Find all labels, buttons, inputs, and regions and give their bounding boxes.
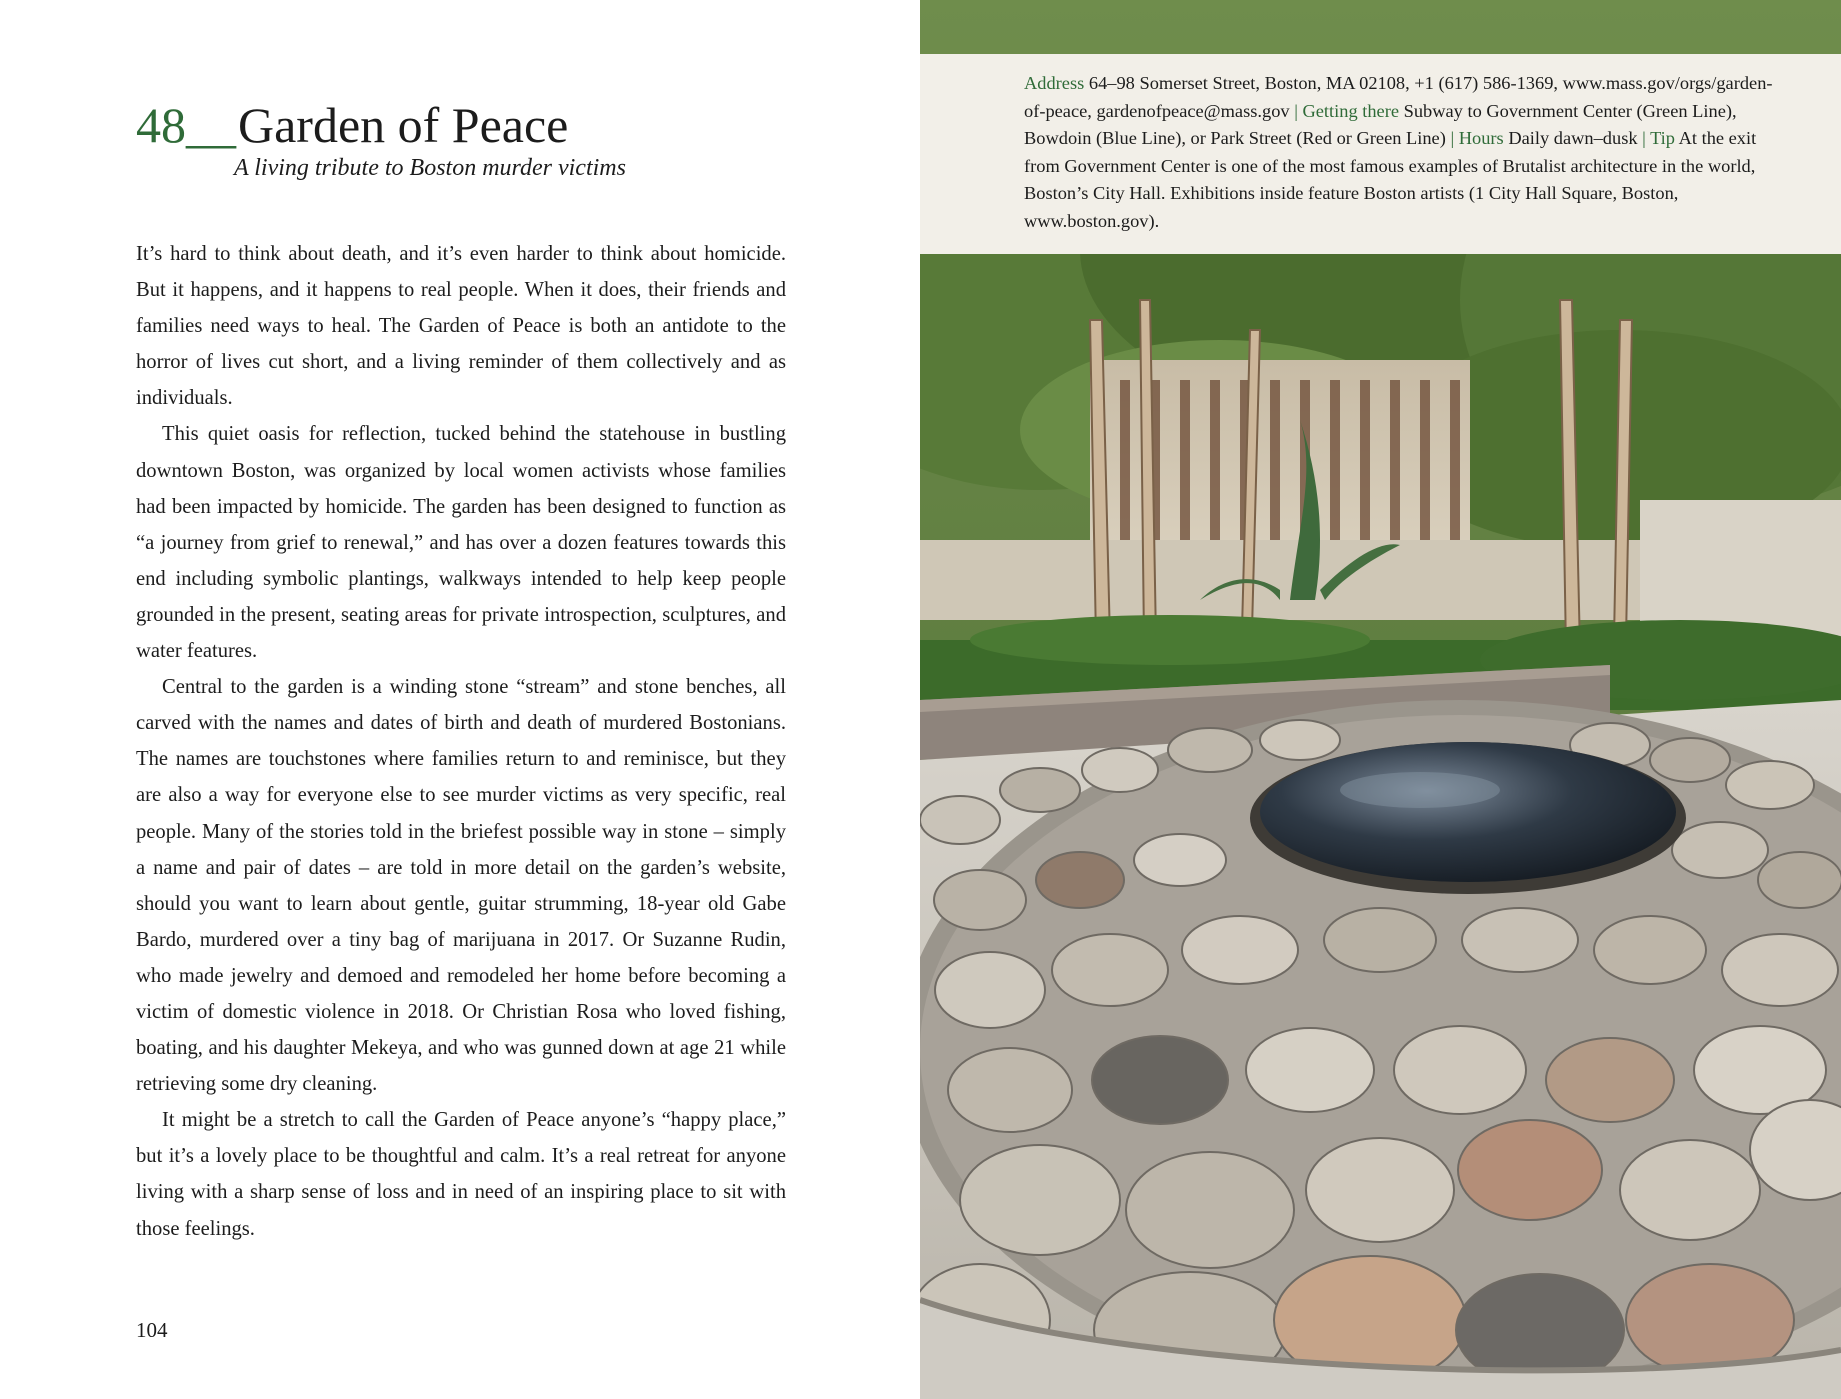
chapter-heading	[136, 95, 568, 155]
page-number: 104	[136, 1318, 168, 1342]
paragraph: This quiet oasis for reflection, tucked behind the statehouse in bustling downtown Boston, was organized by local women activists whose families had been impacted by homicide. The garden has been designed to function as “a journey from grief to renewal,” and has over a dozen features towards this end including symbolic plantings, walkways intended to help keep people grounded in the present, seating areas for private introspection, sculptures, and water features.	[136, 423, 786, 663]
address-label: Address	[1024, 73, 1085, 93]
info-separator: |	[1445, 128, 1459, 148]
chapter-subtitle: A living tribute to Boston murder victims	[234, 155, 626, 181]
getting-there-text: Subway to Government Center (Green Line), Bowdoin (Blue Line), or Park Street (Red or Green Line)	[1024, 100, 1737, 148]
tip-label: Tip	[1650, 128, 1675, 148]
tip-text: At the exit from Government Center is one of the most famous examples of Brutalist architecture in the world, Boston’s City Hall. Exhibitions inside feature Boston artists (1 City Hall Square, Boston, www.boston.gov).	[1024, 128, 1757, 231]
paragraph: It’s hard to think about death, and it’s even harder to think about homicide. But it happens, and it happens to real people. When it does, their friends and families need ways to heal. The Garden of Peace is both an antidote to the horror of lives cut short, and a living reminder of them collectively and as individuals.	[136, 243, 786, 410]
getting-there-label: Getting there	[1302, 100, 1399, 121]
left-page	[0, 0, 920, 1399]
hours-text: Daily dawn–dusk	[1508, 128, 1638, 148]
info-separator: |	[1637, 128, 1651, 148]
paragraph: Central to the garden is a winding stone “stream” and stone benches, all carved with the names and dates of birth and death of murdered Bostonians. The names are touchstones where families return to and reminisce, but they are also a way for everyone else to see murder victims as very specific, real people. Many of the stories told in the briefest possible way in stone – simply a name and pair of dates – are told in more detail on the garden’s website, should you want to learn about gentle, guitar strumming, 18-year old Gabe Bardo, murdered over a tiny bag of marijuana in 2017. Or Suzanne Rudin, who made jewelry and demoed and remodeled her home before becoming a victim of domestic violence in 2018. Or Christian Rosa who loved fishing, boating, and his daughter Mekeya, and who was gunned down at age 21 while retrieving some dry cleaning.	[136, 676, 786, 1096]
hours-label: Hours	[1458, 128, 1504, 148]
article-body	[136, 236, 786, 1247]
right-page	[920, 0, 1841, 1399]
chapter-separator: __	[186, 97, 236, 153]
info-box	[920, 54, 1841, 254]
info-separator: |	[1289, 100, 1303, 121]
chapter-number: 48	[136, 97, 186, 153]
paragraph: It might be a stretch to call the Garden of Peace anyone’s “happy place,” but it’s a lovely place to be thoughtful and calm. It’s a real retreat for anyone living with a sharp sense of loss and in need of an inspiring place to sit with those feelings.	[136, 1109, 786, 1240]
address-text: 64–98 Somerset Street, Boston, MA 02108, +1 (617) 586-1369, www.mass.gov/orgs/garden-of-peace, gardenofpeace@mass.gov	[1024, 73, 1773, 121]
chapter-title: Garden of Peace	[238, 97, 569, 153]
